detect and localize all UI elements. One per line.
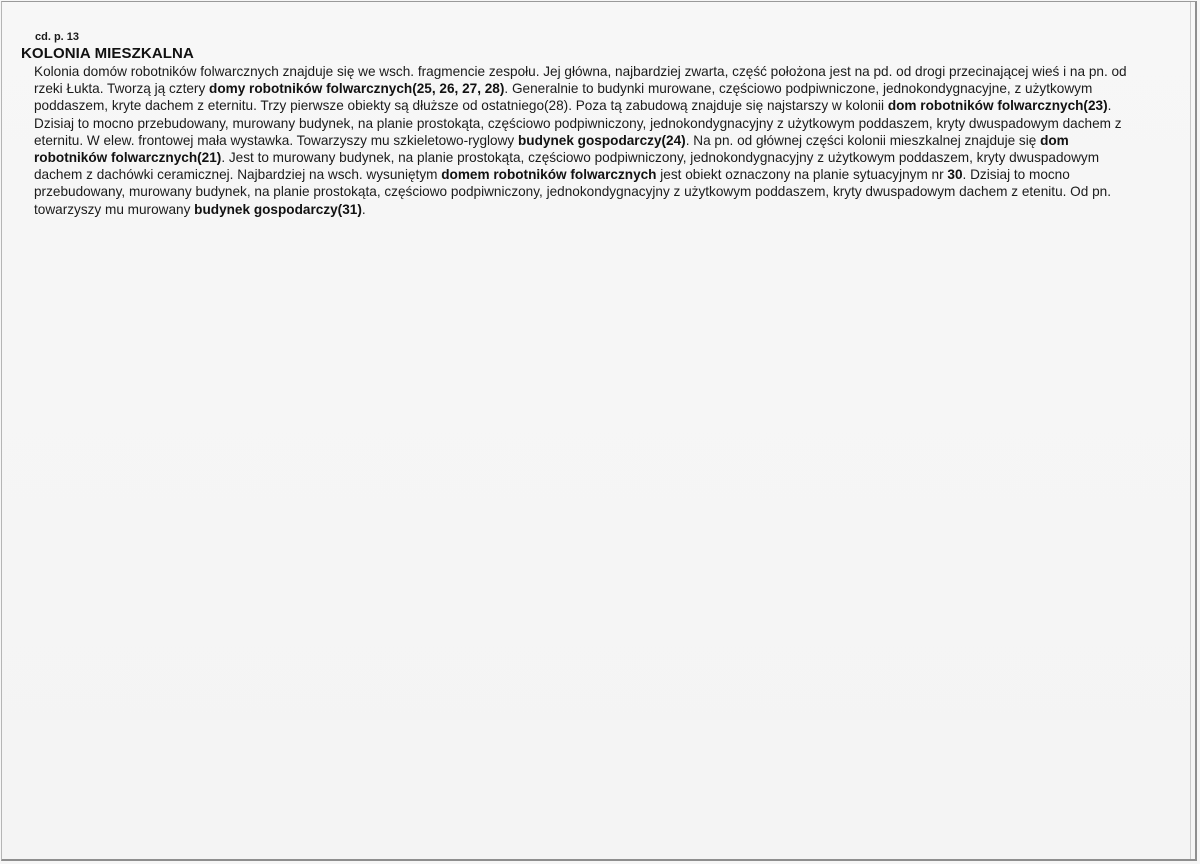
- document-card: [1, 1, 1197, 861]
- text-run: .: [361, 201, 366, 217]
- document-content: [21, 30, 1161, 218]
- text-run: . Generalnie to budynki murowane, częściowo podpiwniczone, jednokondygnacyjne, z użytkowym poddaszem, kryte dachem z eternitu. Trzy pierwsze obiekty są dłuższe od ostatniego(28). Poza tą zabudową znajduje się najstarszy w kolonii: [34, 81, 1093, 114]
- section-heading: KOLONIA MIESZKALNA: [21, 45, 194, 62]
- text-run: . Na pn. od głównej części kolonii mieszkalnej znajduje się: [685, 132, 1041, 148]
- bold-text-run: budynek gospodarczy(31): [194, 201, 362, 217]
- bold-text-run: dom robotników folwarcznych(23): [887, 98, 1108, 114]
- bold-text-run: dom robotników folwarcznych(21): [34, 132, 1069, 166]
- bold-text-run: domy robotników folwarcznych(25, 26, 27, 28): [209, 81, 505, 97]
- text-run: Kolonia domów robotników folwarcznych znajduje się we wsch. fragmencie zespołu. Jej główna, najbardziej zwarta, część położona jest na pd. od drogi przecinającej wieś i na pn. od rzeki Łukta. Tworzą ją cztery: [34, 64, 1127, 97]
- text-run: . Jest to murowany budynek, na planie prostokąta, częściowo podpiwniczony, jednokondygnacyjny z użytkowym poddaszem, kryty dwuspadowym dachem z dachówki ceramicznej. Najbardziej na wsch. wysuniętym: [34, 150, 1100, 183]
- text-run: . Dzisiaj to mocno przebudowany, murowany budynek, na planie prostokąta, częściowo podpiwniczony, jednokondygnacyjny z użytkowym poddaszem, kryty dwuspadowym dachem z eternitu. W elew. frontowej mała wystawka. Towarzyszy mu szkieletowo-ryglowy: [34, 98, 1122, 148]
- text-run: . Dzisiaj to mocno przebudowany, murowany budynek, na planie prostokąta, częściowo podpiwniczony, jednokondygnacyjny z użytkowym poddaszem, kryty dwuspadowym dachem z etenitu. Od pn. towarzyszy mu murowany: [34, 167, 1111, 217]
- bold-text-run: domem robotników folwarcznych: [441, 167, 657, 183]
- section-paragraph: [34, 63, 1134, 218]
- bold-text-run: 30: [947, 167, 963, 183]
- text-run: jest obiekt oznaczony na planie sytuacyjnym nr: [656, 167, 948, 183]
- page-reference: cd. p. 13: [35, 31, 80, 43]
- bold-text-run: budynek gospodarczy(24): [518, 132, 686, 148]
- card-edge: [1190, 2, 1191, 859]
